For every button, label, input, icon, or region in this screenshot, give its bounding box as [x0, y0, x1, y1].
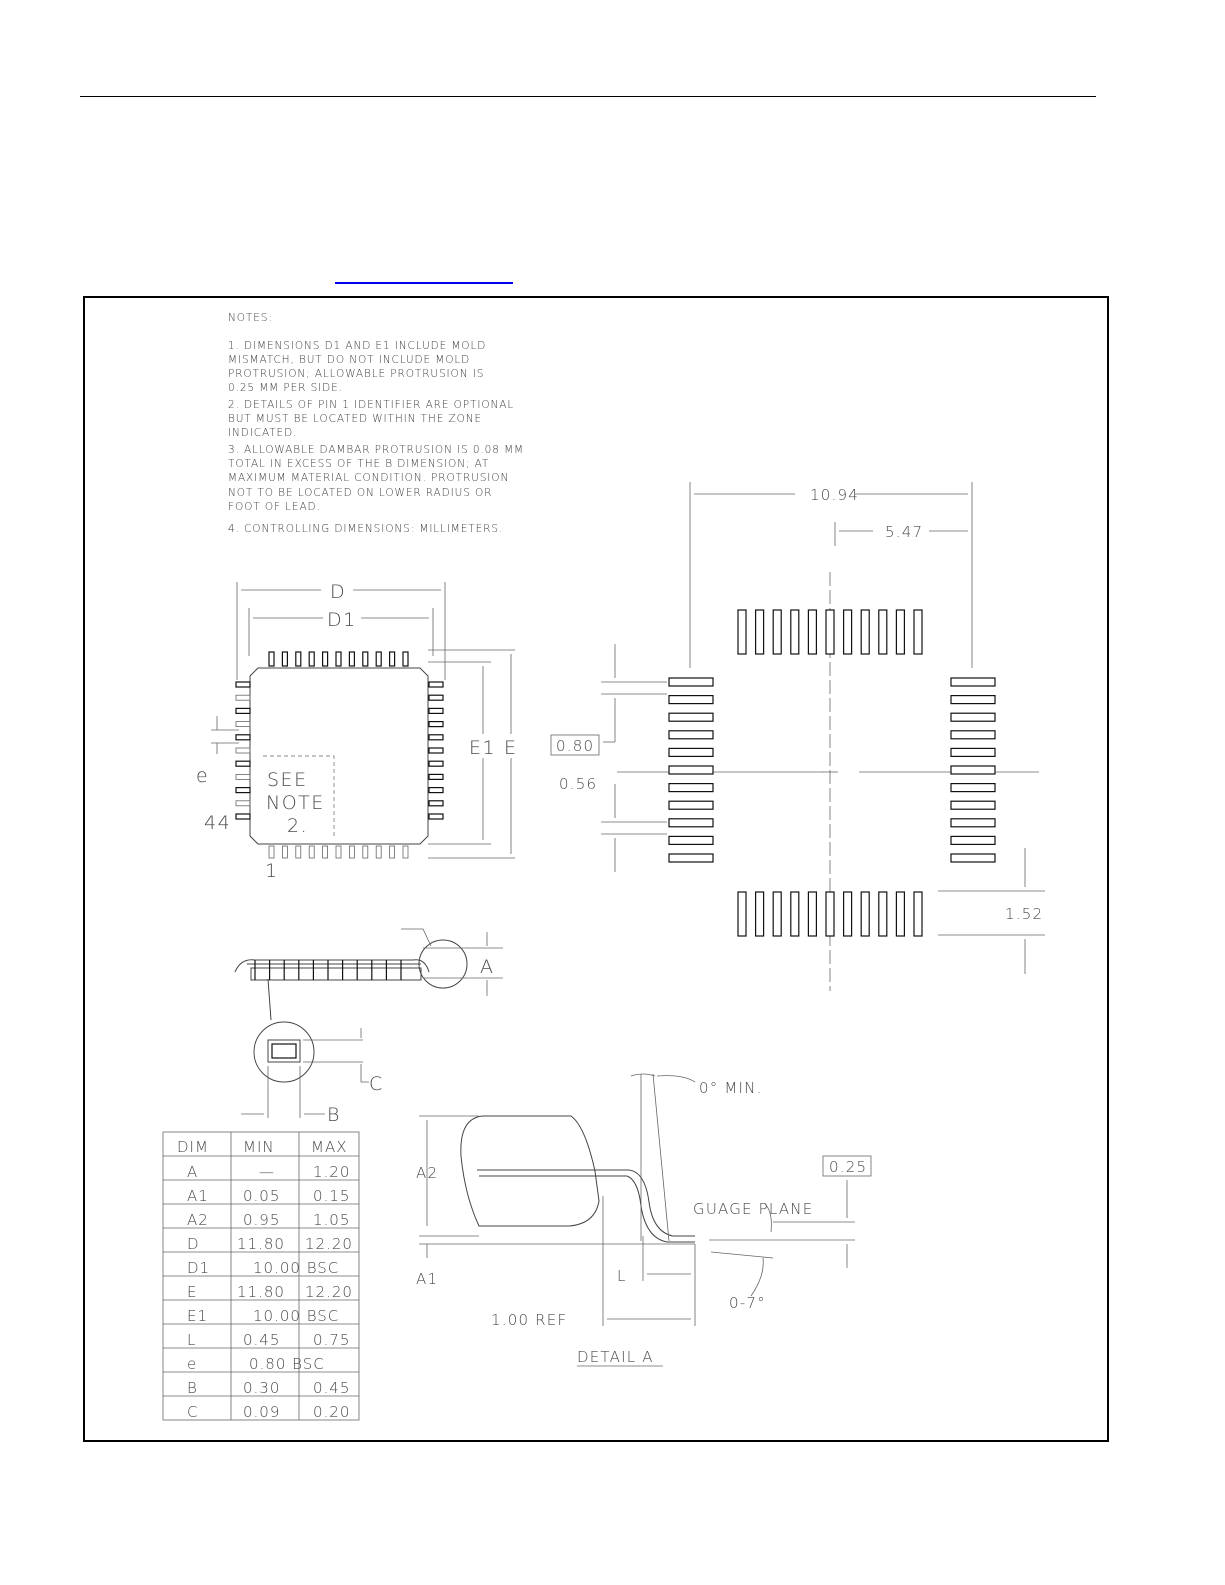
pad-right: [951, 766, 995, 774]
pad-left: [669, 678, 713, 686]
pad-left: [669, 713, 713, 721]
lead-top: [282, 652, 287, 666]
table-cell: E: [187, 1283, 198, 1301]
footprint-view: [551, 482, 1045, 991]
table-cell: e: [187, 1355, 198, 1373]
pad-bottom: [738, 892, 746, 936]
pad-left: [669, 731, 713, 739]
notes-heading: NOTES:: [228, 312, 273, 324]
table-cell: 0.15: [313, 1187, 351, 1205]
note-line: 0.25 MM PER SIDE.: [228, 382, 343, 394]
label-e: e: [196, 765, 210, 787]
note-line: 1. DIMENSIONS D1 AND E1 INCLUDE MOLD: [228, 340, 487, 352]
pad-right: [951, 836, 995, 844]
pad-right: [951, 819, 995, 827]
see-note-text: SEE: [267, 769, 308, 791]
pad-left: [669, 696, 713, 704]
pad-right: [951, 854, 995, 862]
lead-bottom: [349, 846, 354, 858]
pad-right: [951, 801, 995, 809]
label-ref: 1.00 REF: [491, 1311, 568, 1329]
pad-bottom: [808, 892, 816, 936]
pad-right: [951, 748, 995, 756]
lead-bottom: [363, 846, 368, 858]
table-cell: A2: [187, 1211, 209, 1229]
lead-left: [236, 708, 250, 713]
lead-top: [269, 652, 274, 666]
lead-bottom: [403, 846, 408, 858]
package-body: [250, 668, 428, 844]
table-cell: 0.80 BSC: [249, 1355, 325, 1373]
pad-left: [669, 784, 713, 792]
lead-top: [363, 652, 368, 666]
label-B: B: [327, 1104, 341, 1126]
table-cell: D1: [187, 1259, 211, 1277]
dimension-table: [163, 1132, 359, 1421]
pad-bottom: [914, 892, 922, 936]
pad-top: [861, 610, 869, 654]
table-cell: C: [187, 1403, 199, 1421]
lead-bottom: [269, 846, 274, 858]
lead-left: [236, 682, 250, 687]
package-leads: [236, 652, 443, 858]
table-cell: 0.45: [243, 1331, 281, 1349]
lead-left: [236, 788, 250, 793]
label-pin-44: 44: [204, 812, 232, 834]
lead-right: [429, 788, 443, 793]
note-line: FOOT OF LEAD.: [228, 501, 321, 513]
package-top-view: [196, 581, 518, 882]
lead-bottom: [376, 846, 381, 858]
pad-left: [669, 801, 713, 809]
detail-a-view: [416, 1074, 871, 1366]
header-rule: [80, 96, 1096, 97]
lead-left: [236, 814, 250, 819]
lead-right: [429, 695, 443, 700]
lead-top: [376, 652, 381, 666]
pad-left: [669, 748, 713, 756]
table-cell: 0.95: [243, 1211, 281, 1229]
label-C: C: [369, 1073, 384, 1095]
lead-left: [236, 748, 250, 753]
label-pin-1: 1: [265, 860, 279, 882]
table-cell: 12.20: [305, 1235, 353, 1253]
table-cell: 10.00 BSC: [253, 1307, 340, 1325]
table-cell: 1.20: [313, 1163, 351, 1181]
table-cell: —: [259, 1163, 275, 1181]
lead-left: [236, 695, 250, 700]
lead-right: [429, 814, 443, 819]
lead-right: [429, 682, 443, 687]
pad-top: [738, 610, 746, 654]
table-cell: 11.80: [237, 1235, 285, 1253]
table-cell: 10.00 BSC: [253, 1259, 340, 1277]
lead-top: [309, 652, 314, 666]
notes-block: [228, 312, 524, 535]
note-line: PROTRUSION; ALLOWABLE PROTRUSION IS: [228, 368, 485, 380]
table-cell: 0.75: [313, 1331, 351, 1349]
lead-top: [390, 652, 395, 666]
table-cell: 0.05: [243, 1187, 281, 1205]
label-angle-range: 0-7°: [729, 1294, 766, 1312]
table-cell: B: [187, 1379, 198, 1397]
note-line: MISMATCH, BUT DO NOT INCLUDE MOLD: [228, 354, 471, 366]
lead-top: [296, 652, 301, 666]
lead-left: [236, 801, 250, 806]
lead-right: [429, 774, 443, 779]
table-cell: A: [187, 1163, 199, 1181]
note-line: 2. DETAILS OF PIN 1 IDENTIFIER ARE OPTIONAL: [228, 399, 515, 411]
table-cell: 1.05: [313, 1211, 351, 1229]
pad-top: [756, 610, 764, 654]
dim-1-52: 1.52: [1005, 905, 1044, 923]
pad-bottom: [879, 892, 887, 936]
table-cell: A1: [187, 1187, 209, 1205]
lead-bottom: [309, 846, 314, 858]
label-A1: A1: [416, 1270, 439, 1288]
pad-bottom: [826, 892, 834, 936]
note-line: TOTAL IN EXCESS OF THE B DIMENSION; AT: [228, 458, 490, 470]
dim-0-80: 0.80: [556, 737, 595, 755]
dim-0-56: 0.56: [559, 775, 598, 793]
lead-section-view: [241, 979, 384, 1126]
pad-left: [669, 836, 713, 844]
label-L: L: [617, 1267, 627, 1285]
lead-right: [429, 722, 443, 727]
pad-right: [951, 713, 995, 721]
pad-bottom: [756, 892, 764, 936]
lead-left: [236, 774, 250, 779]
pad-left: [669, 819, 713, 827]
pad-left: [669, 766, 713, 774]
lead-bottom: [336, 846, 341, 858]
lead-bottom: [282, 846, 287, 858]
pad-bottom: [896, 892, 904, 936]
label-E: E: [504, 737, 518, 759]
package-side-view: [235, 929, 503, 996]
note-line: NOT TO BE LOCATED ON LOWER RADIUS OR: [228, 487, 493, 499]
pad-left: [669, 854, 713, 862]
see-note-text: 2.: [287, 815, 309, 837]
table-cell: L: [187, 1331, 197, 1349]
pad-top: [914, 610, 922, 654]
lead-right: [429, 801, 443, 806]
pad-bottom: [791, 892, 799, 936]
label-D: D: [330, 581, 347, 603]
lead-bottom: [390, 846, 395, 858]
lead-top: [323, 652, 328, 666]
pad-bottom: [861, 892, 869, 936]
note-line: BUT MUST BE LOCATED WITHIN THE ZONE: [228, 413, 483, 425]
table-cell: 0.09: [243, 1403, 281, 1421]
label-D1: D1: [327, 609, 357, 631]
table-cell: 0.20: [313, 1403, 351, 1421]
table-cell: 11.80: [237, 1283, 285, 1301]
detail-a-title: DETAIL A: [577, 1348, 654, 1366]
label-gauge-plane: GUAGE PLANE: [693, 1200, 814, 1218]
label-A: A: [480, 956, 495, 978]
lead-right: [429, 761, 443, 766]
table-cell: 12.20: [305, 1283, 353, 1301]
table-cell: 0.30: [243, 1379, 281, 1397]
label-E1: E1: [469, 737, 497, 759]
lead-left: [236, 761, 250, 766]
package-drawing: [83, 296, 1109, 1442]
pad-right: [951, 696, 995, 704]
hyperlink-underline[interactable]: [335, 282, 513, 284]
lead-left: [236, 722, 250, 727]
lead-right: [429, 748, 443, 753]
see-note-text: NOTE: [266, 792, 325, 814]
pad-top: [808, 610, 816, 654]
table-cell: D: [187, 1235, 200, 1253]
dim-0-25: 0.25: [829, 1158, 868, 1176]
label-angle-min: 0° MIN.: [699, 1079, 763, 1097]
table-header-max: MAX: [311, 1138, 348, 1156]
table-header-min: MIN: [243, 1138, 275, 1156]
table-cell: E1: [187, 1307, 209, 1325]
pad-top: [896, 610, 904, 654]
pad-top: [879, 610, 887, 654]
lead-top: [349, 652, 354, 666]
lead-top: [403, 652, 408, 666]
lead-left: [236, 735, 250, 740]
dim-10-94: 10.94: [810, 486, 859, 504]
pad-right: [951, 784, 995, 792]
lead-bottom: [323, 846, 328, 858]
lead-bottom: [296, 846, 301, 858]
note-line: MAXIMUM MATERIAL CONDITION. PROTRUSION: [228, 472, 510, 484]
pad-right: [951, 731, 995, 739]
pad-bottom: [844, 892, 852, 936]
pad-top: [826, 610, 834, 654]
pad-top: [844, 610, 852, 654]
note-line: 3. ALLOWABLE DAMBAR PROTRUSION IS 0.08 MM: [228, 444, 524, 456]
table-cell: 0.45: [313, 1379, 351, 1397]
note-line: INDICATED.: [228, 427, 298, 439]
note-line: 4. CONTROLLING DIMENSIONS: MILLIMETERS.: [228, 523, 504, 535]
lead-right: [429, 735, 443, 740]
table-header-dim: DIM: [177, 1138, 209, 1156]
label-A2: A2: [416, 1164, 439, 1182]
lead-top: [336, 652, 341, 666]
pad-top: [791, 610, 799, 654]
pad-bottom: [773, 892, 781, 936]
pad-right: [951, 678, 995, 686]
footprint-pads: [669, 610, 995, 936]
lead-right: [429, 708, 443, 713]
pad-top: [773, 610, 781, 654]
dim-5-47: 5.47: [885, 523, 924, 541]
